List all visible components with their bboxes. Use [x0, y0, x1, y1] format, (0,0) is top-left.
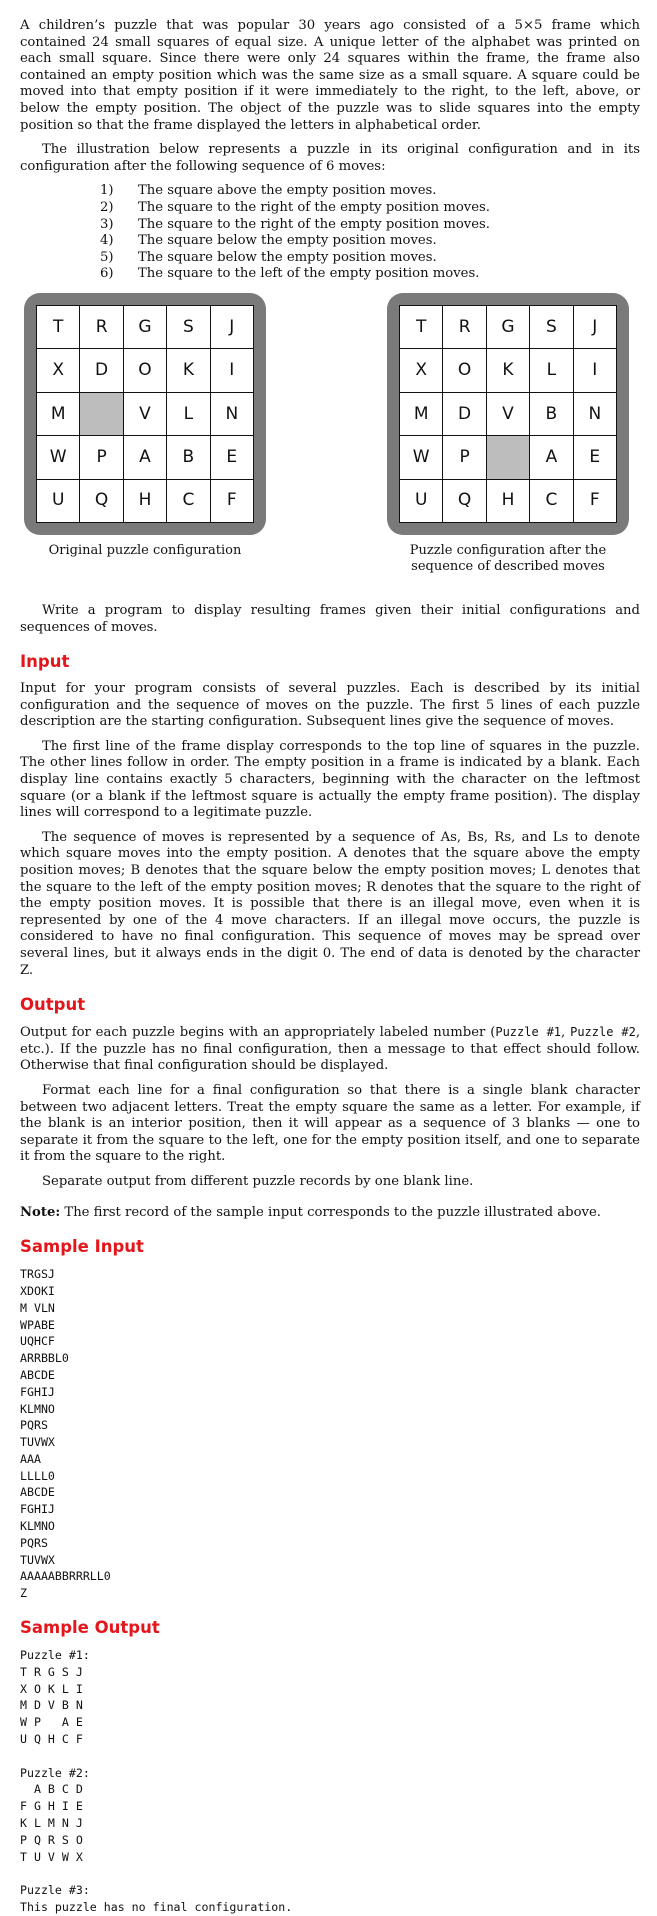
- puzzle-square: J: [574, 306, 616, 348]
- move-number: 5): [100, 249, 114, 265]
- text-run: Output for each puzzle begins with an appropriately labeled number (: [20, 1025, 496, 1041]
- puzzle-square: O: [124, 349, 166, 391]
- note-text: The first record of the sample input corresponds to the puzzle illustrated above.: [60, 1204, 601, 1220]
- puzzle-square: A: [124, 436, 166, 478]
- output-paragraph-1: [20, 1024, 640, 1075]
- puzzle-square: P: [443, 436, 485, 478]
- list-item: [100, 250, 640, 267]
- puzzle-square: W: [400, 436, 442, 478]
- note-label: Note:: [20, 1204, 61, 1220]
- puzzle-square: G: [487, 306, 529, 348]
- puzzle-square: B: [167, 436, 209, 478]
- puzzle-square: E: [574, 436, 616, 478]
- puzzle-square: J: [211, 306, 253, 348]
- sample-input-block: TRGSJ XDOKI M VLN WPABE UQHCF ARRBBL0 ABCDE FGHIJ KLMNO PQRS TUVWX AAA LLLL0 ABCDE FGHIJ KLMNO PQRS TUVWX AAAAABBRRRLL0 Z: [20, 1267, 111, 1601]
- intro-paragraph-1: A children’s puzzle that was popular 30 years ago consisted of a 5×5 frame which contained 24 small squares of equal size. A unique letter of the alphabet was printed on each small square. Since there were only 24 squares within the frame, the frame also contained an empty position which was the same size as a small square. A square could be moved into that empty position if it were immediately to the right, to the left, above, or below the empty position. The object of the puzzle was to slide squares into the empty position so that the frame displayed the letters in alphabetical order.: [20, 18, 640, 133]
- puzzle-square: X: [400, 349, 442, 391]
- puzzle-square: K: [487, 349, 529, 391]
- puzzle-square: M: [400, 393, 442, 435]
- move-number: 3): [100, 216, 114, 232]
- figure-caption: Original puzzle configuration: [48, 542, 242, 558]
- input-paragraph-2: The first line of the frame display corresponds to the top line of squares in the puzzle. The other lines follow in order. The empty position in a frame is indicated by a blank. Each display line contains exactly 5 characters, beginning with the character on the leftmost square (or a blank if the leftmost square is actually the empty frame position). The display lines will correspond to a legitimate puzzle.: [20, 738, 640, 821]
- move-text: The square to the right of the empty position moves.: [138, 216, 490, 232]
- puzzle-square: Q: [80, 480, 122, 522]
- input-heading: Input: [20, 652, 70, 672]
- sample-output-heading: Sample Output: [20, 1618, 160, 1638]
- puzzle-square: S: [530, 306, 572, 348]
- list-item: [100, 183, 640, 200]
- move-number: 4): [100, 233, 114, 249]
- puzzle-figures: [20, 293, 640, 595]
- original-figure: [15, 293, 275, 559]
- output-heading: Output: [20, 995, 86, 1015]
- puzzle-frame: [387, 293, 629, 535]
- puzzle-square: B: [530, 393, 572, 435]
- move-number: 1): [100, 183, 114, 199]
- puzzle-grid-original: [36, 305, 254, 523]
- sample-output-block: Puzzle #1: T R G S J X O K L I M D V B N W P A E U Q H C F Puzzle #2: A B C D F G H I E K L M N J P Q R S O T U V W X Puzzle #3: This puzzle has no final configuration.: [20, 1648, 293, 1915]
- puzzle-square: C: [167, 480, 209, 522]
- puzzle-square: P: [80, 436, 122, 478]
- puzzle-square: H: [124, 480, 166, 522]
- input-paragraph-3: The sequence of moves is represented by a sequence of As, Bs, Rs, and Ls to denote which square moves into the empty position. A denotes that the square above the empty position moves; B denotes that the square below the empty position moves; L denotes that the square to the left of the empty position moves; R denotes that the square to the right of the empty position moves. It is possible that there is an illegal move, even when it is represented by one of the 4 move characters. If an illegal move occurs, the puzzle is considered to have no final configuration. This sequence of moves may be spread over several lines, but it always ends in the digit 0. The end of data is denoted by the character Z.: [20, 829, 640, 978]
- output-paragraph-3: Separate output from different puzzle records by one blank line.: [42, 1173, 474, 1189]
- puzzle-square: I: [211, 349, 253, 391]
- move-list: [100, 183, 640, 283]
- text-run: , etc.). If the puzzle has no final configuration, then a message to that effect should follow. Otherwise that final configuration should be displayed.: [20, 1025, 641, 1074]
- puzzle-square: G: [124, 306, 166, 348]
- move-number: 2): [100, 199, 114, 215]
- puzzle-square: H: [487, 480, 529, 522]
- puzzle-square: S: [167, 306, 209, 348]
- puzzle-square: U: [37, 480, 79, 522]
- puzzle-square: I: [574, 349, 616, 391]
- inline-code: Puzzle #2: [570, 1025, 636, 1040]
- text-run: ,: [561, 1025, 571, 1041]
- intro-paragraph-3: Write a program to display resulting frames given their initial configurations and sequences of moves.: [20, 602, 640, 635]
- inline-code: Puzzle #1: [495, 1025, 562, 1040]
- puzzle-frame: [24, 293, 266, 535]
- move-text: The square to the left of the empty position moves.: [138, 266, 480, 282]
- puzzle-square: N: [574, 393, 616, 435]
- puzzle-square: T: [400, 306, 442, 348]
- puzzle-square: F: [574, 480, 616, 522]
- caption-line: sequence of described moves: [411, 558, 605, 574]
- puzzle-square: N: [211, 393, 253, 435]
- puzzle-square: C: [530, 480, 572, 522]
- puzzle-square: R: [80, 306, 122, 348]
- empty-position: [80, 393, 122, 435]
- puzzle-square: D: [80, 349, 122, 391]
- puzzle-square: L: [530, 349, 572, 391]
- problem-statement: [20, 18, 640, 1916]
- move-text: The square below the empty position moves.: [138, 233, 437, 249]
- puzzle-square: F: [211, 480, 253, 522]
- move-number: 6): [100, 266, 114, 282]
- puzzle-square: M: [37, 393, 79, 435]
- list-item: [100, 217, 640, 234]
- list-item: [100, 200, 640, 217]
- list-item: [100, 266, 640, 283]
- puzzle-square: D: [443, 393, 485, 435]
- puzzle-square: R: [443, 306, 485, 348]
- note-paragraph: [20, 1205, 640, 1222]
- output-paragraph-2: Format each line for a final configuration so that there is a single blank character between two adjacent letters. Treat the empty square the same as a letter. For example, if the blank is an interior position, then it will appear as a sequence of 3 blanks — one to separate it from the square to the left, one for the empty position itself, and one to separate it from the square to the right.: [20, 1082, 640, 1165]
- empty-position: [487, 436, 529, 478]
- puzzle-square: A: [530, 436, 572, 478]
- puzzle-square: K: [167, 349, 209, 391]
- puzzle-square: L: [167, 393, 209, 435]
- puzzle-square: Q: [443, 480, 485, 522]
- puzzle-square: V: [124, 393, 166, 435]
- puzzle-square: T: [37, 306, 79, 348]
- after-moves-figure: [378, 293, 638, 575]
- move-text: The square above the empty position moves.: [138, 183, 437, 199]
- puzzle-square: U: [400, 480, 442, 522]
- puzzle-grid-after: [399, 305, 617, 523]
- list-item: [100, 233, 640, 250]
- move-text: The square below the empty position moves.: [138, 249, 437, 265]
- puzzle-square: O: [443, 349, 485, 391]
- sample-input-heading: Sample Input: [20, 1237, 144, 1257]
- caption-line: Puzzle configuration after the: [409, 542, 607, 558]
- figure-caption: [378, 543, 638, 575]
- move-text: The square to the right of the empty position moves.: [138, 199, 490, 215]
- puzzle-square: V: [487, 393, 529, 435]
- puzzle-square: W: [37, 436, 79, 478]
- input-paragraph-1: Input for your program consists of several puzzles. Each is described by its initial configuration and the sequence of moves on the puzzle. The first 5 lines of each puzzle description are the starting configuration. Subsequent lines give the sequence of moves.: [20, 681, 640, 730]
- puzzle-square: E: [211, 436, 253, 478]
- intro-paragraph-2: The illustration below represents a puzzle in its original configuration and in its configuration after the following sequence of 6 moves:: [20, 142, 640, 174]
- puzzle-square: X: [37, 349, 79, 391]
